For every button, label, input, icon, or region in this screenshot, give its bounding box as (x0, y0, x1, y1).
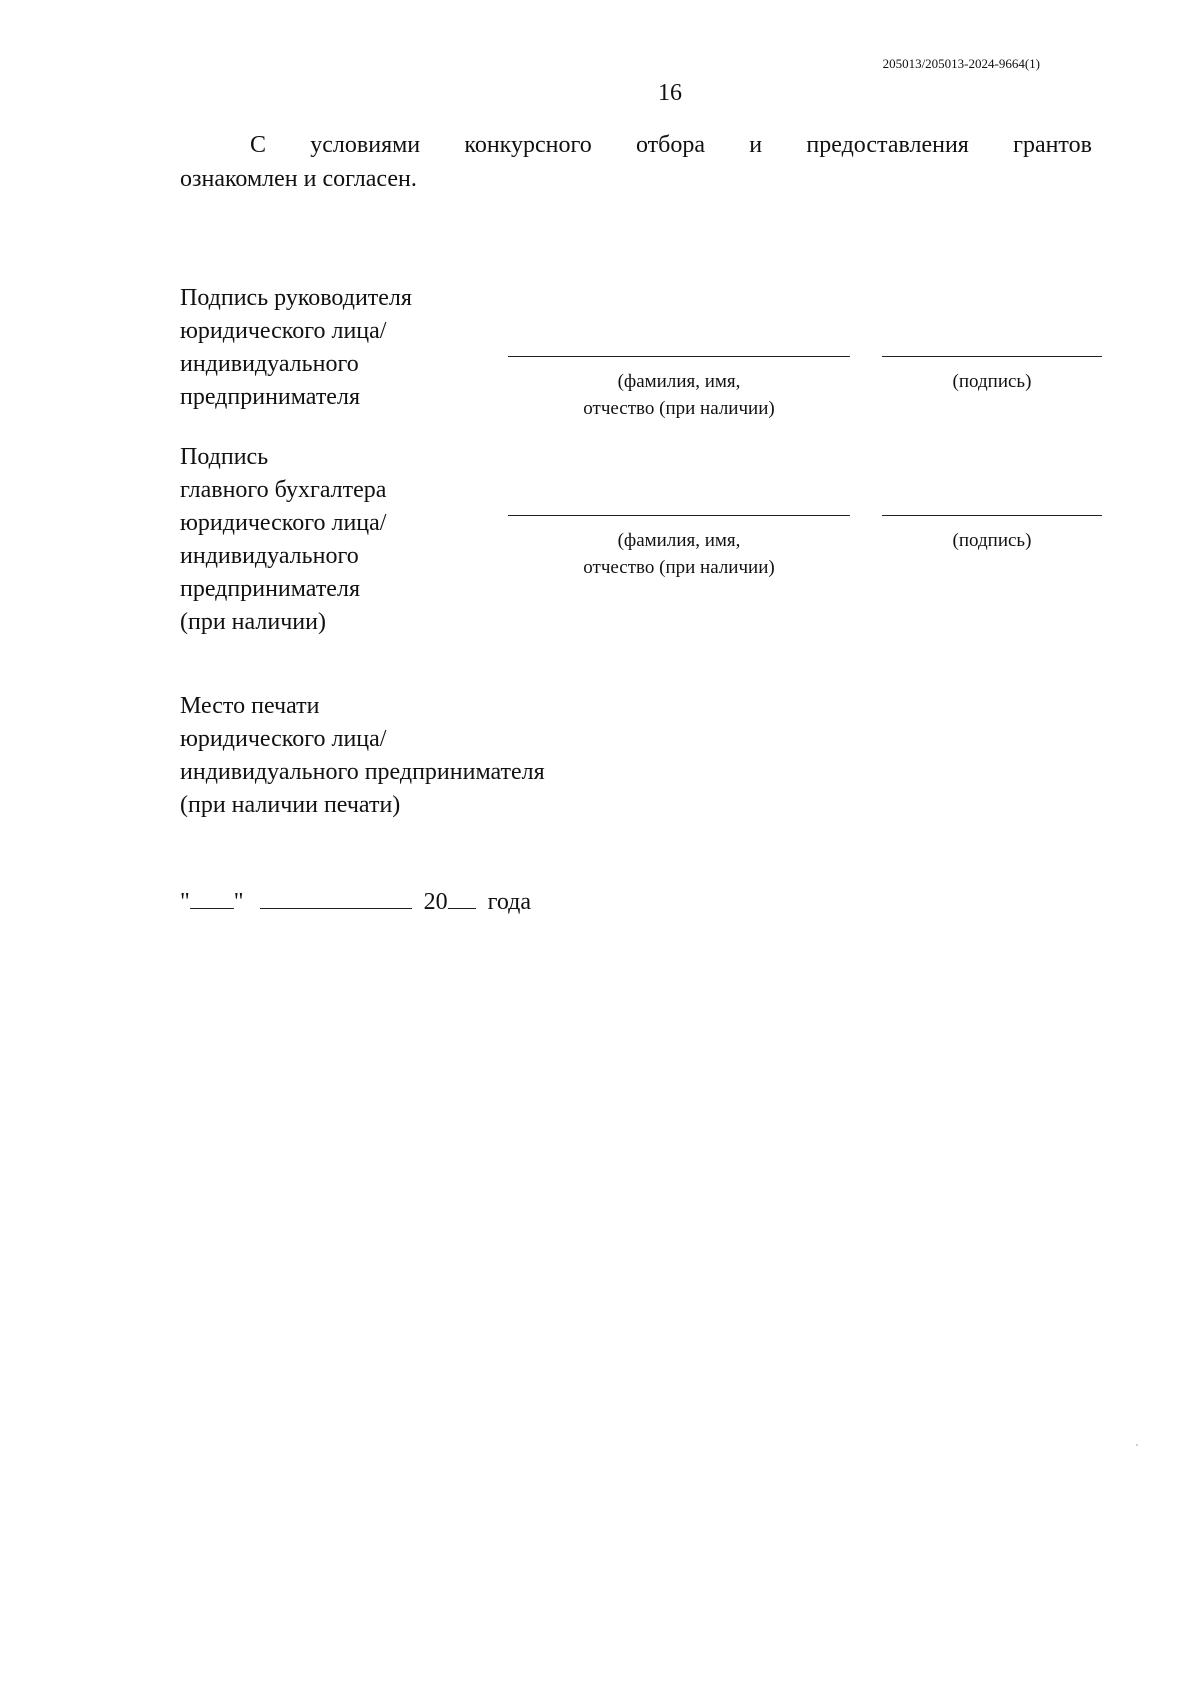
day-blank[interactable] (190, 886, 234, 909)
label-line: юридического лица/ (180, 726, 387, 752)
year-suffix: года (487, 889, 532, 915)
label-line: индивидуального (180, 543, 359, 569)
accountant-signature-label (180, 441, 386, 639)
accountant-signature-caption: (подпись) (952, 530, 1032, 551)
consent-line-2: ознакомлен и согласен. (180, 166, 417, 192)
label-line: юридического лица/ (180, 318, 387, 344)
label-line: главного бухгалтера (180, 477, 387, 503)
label-line: Подпись руководителя (180, 285, 412, 311)
director-signature-line[interactable] (882, 356, 1102, 357)
scan-speck (1136, 1444, 1138, 1446)
consent-word: С (250, 132, 267, 158)
consent-word: конкурсного (464, 132, 592, 158)
label-line: индивидуального (180, 351, 359, 377)
consent-line-1 (180, 128, 1092, 162)
director-name-caption (508, 368, 850, 422)
consent-word: отбора (636, 132, 706, 158)
director-signature-label (180, 282, 412, 414)
label-line: предпринимателя (180, 384, 360, 410)
consent-word: предоставления (806, 132, 969, 158)
page-number: 16 (658, 80, 682, 106)
caption-line: отчество (при наличии) (583, 398, 775, 419)
date-close-quote: " (233, 889, 244, 915)
director-signature-caption: (подпись) (952, 371, 1032, 392)
label-line: Место печати (180, 693, 320, 719)
accountant-name-caption (508, 527, 850, 581)
consent-word: условиями (310, 132, 421, 158)
label-line: индивидуального предпринимателя (180, 759, 545, 785)
consent-word: грантов (1013, 132, 1092, 158)
label-line: (при наличии печати) (180, 792, 401, 818)
label-line: Подпись (180, 444, 269, 470)
date-open-quote: " (180, 889, 190, 915)
year-blank[interactable] (448, 886, 476, 909)
document-id: 205013/205013-2024-9664(1) (882, 56, 1040, 71)
accountant-name-line[interactable] (508, 515, 850, 516)
date-line (180, 886, 531, 916)
caption-line: отчество (при наличии) (583, 557, 775, 578)
label-line: юридического лица/ (180, 510, 387, 536)
consent-word: и (749, 132, 763, 158)
month-blank[interactable] (260, 886, 412, 909)
label-line: (при наличии) (180, 609, 326, 635)
caption-line: (фамилия, имя, (617, 530, 741, 551)
label-line: предпринимателя (180, 576, 360, 602)
director-name-line[interactable] (508, 356, 850, 357)
accountant-signature-line[interactable] (882, 515, 1102, 516)
stamp-place-label (180, 690, 545, 822)
caption-line: (фамилия, имя, (617, 371, 741, 392)
consent-paragraph (180, 128, 1092, 196)
year-prefix: 20 (423, 889, 448, 915)
